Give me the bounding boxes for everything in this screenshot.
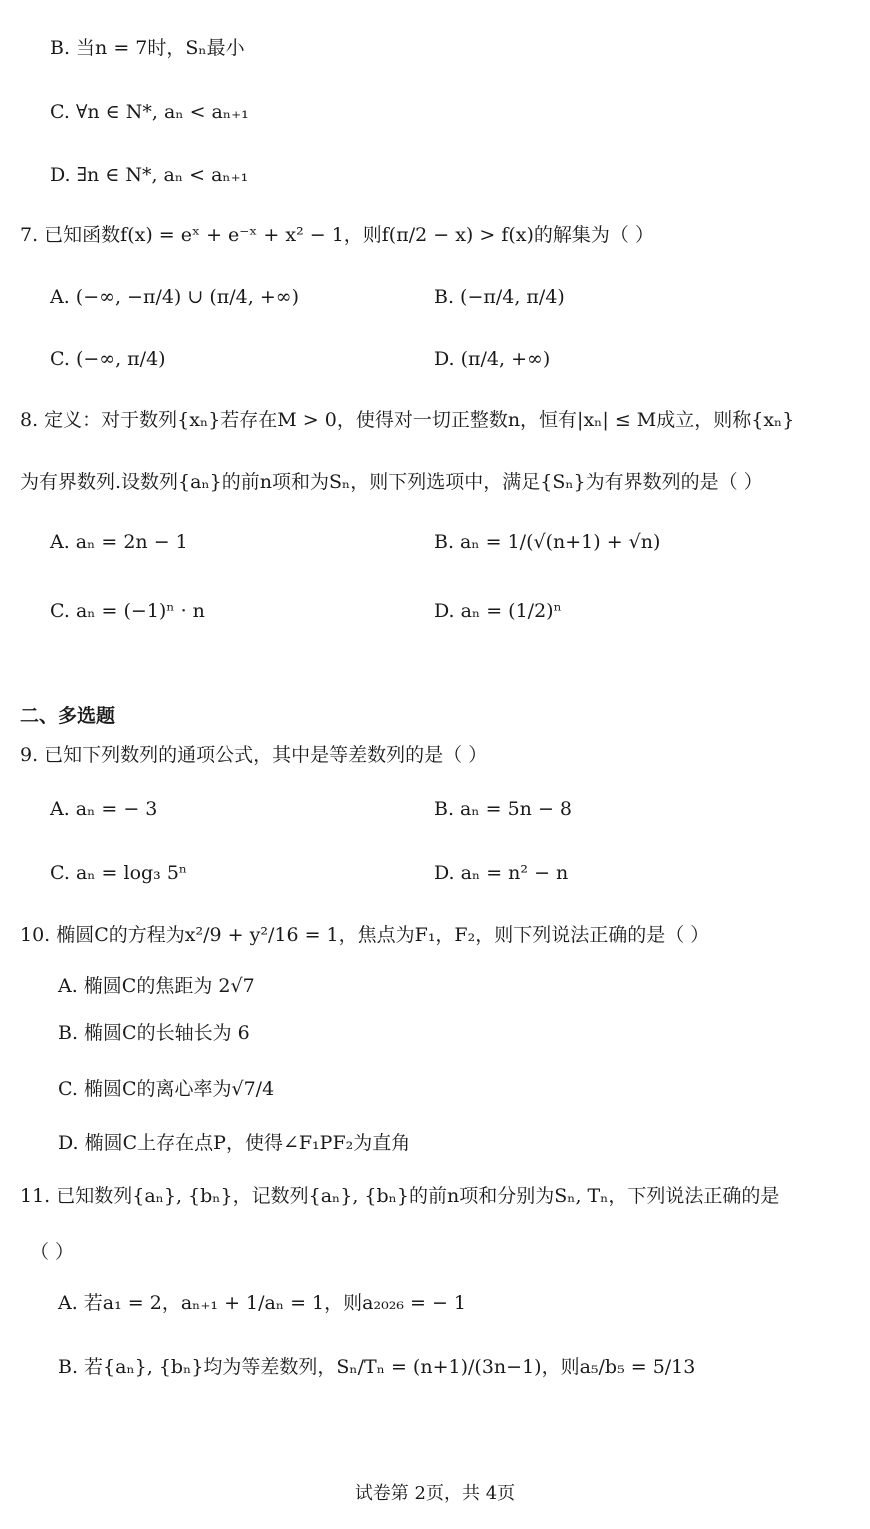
q9-option-c: C. aₙ = log₃ 5ⁿ [50,862,188,884]
q6-option-d: D. ∃n ∈ N*, aₙ < aₙ₊₁ [50,164,249,186]
q7-option-d: D. (π/4, +∞) [434,348,551,370]
q11-option-b: B. 若{aₙ}, {bₙ}均为等差数列，Sₙ/Tₙ = (n+1)/(3n−1)，则a₅/b₅ = 5/13 [58,1356,696,1378]
q9-stem: 9. 已知下列数列的通项公式，其中是等差数列的是（ ） [20,744,488,766]
q10-stem: 10. 椭圆C的方程为x²/9 + y²/16 = 1，焦点为F₁，F₂，则下列说法正确的是（ ） [20,924,710,946]
q7-option-a: A. (−∞, −π/4) ∪ (π/4, +∞) [50,286,299,308]
q9-option-d: D. aₙ = n² − n [434,862,569,884]
q7-option-c: C. (−∞, π/4) [50,348,166,370]
q8-option-b: B. aₙ = 1/(√(n+1) + √n) [434,531,661,553]
q10-option-b: B. 椭圆C的长轴长为 6 [58,1022,250,1044]
q8-option-c: C. aₙ = (−1)ⁿ · n [50,600,205,622]
q8-stem-line1: 8. 定义：对于数列{xₙ}若存在M > 0，使得对一切正整数n，恒有|xₙ| ≤ M成立，则称{xₙ} [20,409,795,431]
page-footer: 试卷第 2页，共 4页 [354,1483,516,1504]
q8-stem-line2: 为有界数列.设数列{aₙ}的前n项和为Sₙ，则下列选项中，满足{Sₙ}为有界数列的是（ ） [20,471,763,493]
q7-option-b: B. (−π/4, π/4) [434,286,565,308]
q8-option-a: A. aₙ = 2n − 1 [50,531,188,553]
q6-option-b: B. 当n = 7时，Sₙ最小 [50,37,245,59]
section-title-multiple-choice: 二、多选题 [20,705,116,727]
q6-option-c: C. ∀n ∈ N*, aₙ < aₙ₊₁ [50,101,249,123]
q9-option-b: B. aₙ = 5n − 8 [434,798,573,820]
q7-stem: 7. 已知函数f(x) = eˣ + e⁻ˣ + x² − 1，则f(π/2 − x) > f(x)的解集为（ ） [20,224,654,246]
q11-stem-line1: 11. 已知数列{aₙ}, {bₙ}，记数列{aₙ}, {bₙ}的前n项和分别为Sₙ, Tₙ，下列说法正确的是 [20,1185,780,1207]
q10-option-a: A. 椭圆C的焦距为 2√7 [58,975,255,997]
q10-option-c: C. 椭圆C的离心率为√7/4 [58,1078,275,1100]
q8-option-d: D. aₙ = (1/2)ⁿ [434,600,562,622]
q11-stem-line2: （ ） [30,1241,75,1263]
q9-option-a: A. aₙ = − 3 [50,798,158,820]
q10-option-d: D. 椭圆C上存在点P，使得∠F₁PF₂为直角 [58,1132,411,1154]
q11-option-a: A. 若a₁ = 2，aₙ₊₁ + 1/aₙ = 1，则a₂₀₂₆ = − 1 [58,1292,466,1314]
